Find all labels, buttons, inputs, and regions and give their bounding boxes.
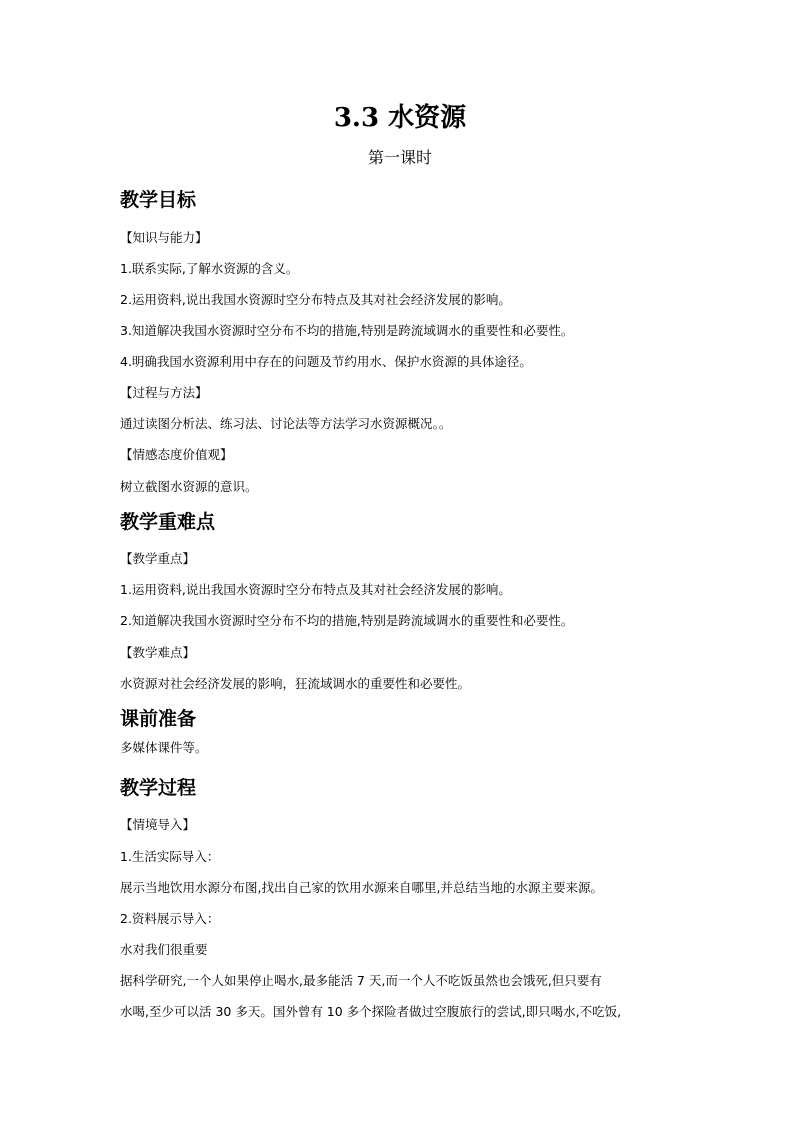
- process-line-6: 水喝,至少可以活 30 多天。国外曾有 10 多个探险者做过空腹旅行的尝试,即只喝水,不吃饭,: [120, 1004, 622, 1019]
- emotion-text: 树立截图水资源的意识。: [120, 479, 258, 494]
- label-difficulty: 【教学难点】: [120, 645, 196, 660]
- heading-process: 教学过程: [120, 777, 197, 799]
- label-process-method: 【过程与方法】: [120, 385, 208, 400]
- knowledge-item-3: 3.知道解决我国水资源时空分布不均的措施,特别是跨流域调水的重要性和必要性。: [120, 323, 574, 338]
- heading-objectives: 教学目标: [120, 189, 197, 211]
- document-title: 3.3 水资源: [333, 103, 467, 133]
- label-intro: 【情境导入】: [120, 817, 196, 832]
- knowledge-item-1: 1.联系实际,了解水资源的含义。: [120, 261, 299, 276]
- process-line-4: 水对我们很重要: [120, 942, 208, 957]
- process-line-5: 据科学研究,一个人如果停止喝水,最多能活 7 天,而一个人不吃饭虽然也会饿死,但只要有: [120, 973, 602, 988]
- difficulty-text: 水资源对社会经济发展的影响，狂流域调水的重要性和必要性。: [120, 676, 471, 691]
- document-subtitle: 第一课时: [367, 148, 432, 167]
- knowledge-item-4: 4.明确我国水资源利用中存在的问题及节约用水、保护水资源的具体途径。: [120, 354, 532, 369]
- process-line-1: 1.生活实际导入：: [120, 849, 220, 864]
- label-knowledge: 【知识与能力】: [120, 230, 208, 245]
- label-focus: 【教学重点】: [120, 551, 196, 566]
- process-line-3: 2.资料展示导入：: [120, 911, 220, 926]
- focus-item-1: 1.运用资料,说出我国水资源时空分布特点及其对社会经济发展的影响。: [120, 582, 511, 597]
- heading-preparation: 课前准备: [120, 708, 197, 730]
- heading-key-points: 教学重难点: [120, 511, 216, 533]
- label-emotion: 【情感态度价值观】: [120, 447, 233, 462]
- process-method-text: 通过读图分析法、练习法、讨论法等方法学习水资源概况。。: [120, 416, 452, 431]
- knowledge-item-2: 2.运用资料,说出我国水资源时空分布特点及其对社会经济发展的影响。: [120, 292, 511, 307]
- process-line-2: 展示当地饮用水源分布图,找出自己家的饮用水源来自哪里,并总结当地的水源主要来源。: [120, 880, 603, 895]
- preparation-text: 多媒体课件等。: [120, 740, 208, 755]
- focus-item-2: 2.知道解决我国水资源时空分布不均的措施,特别是跨流域调水的重要性和必要性。: [120, 613, 574, 628]
